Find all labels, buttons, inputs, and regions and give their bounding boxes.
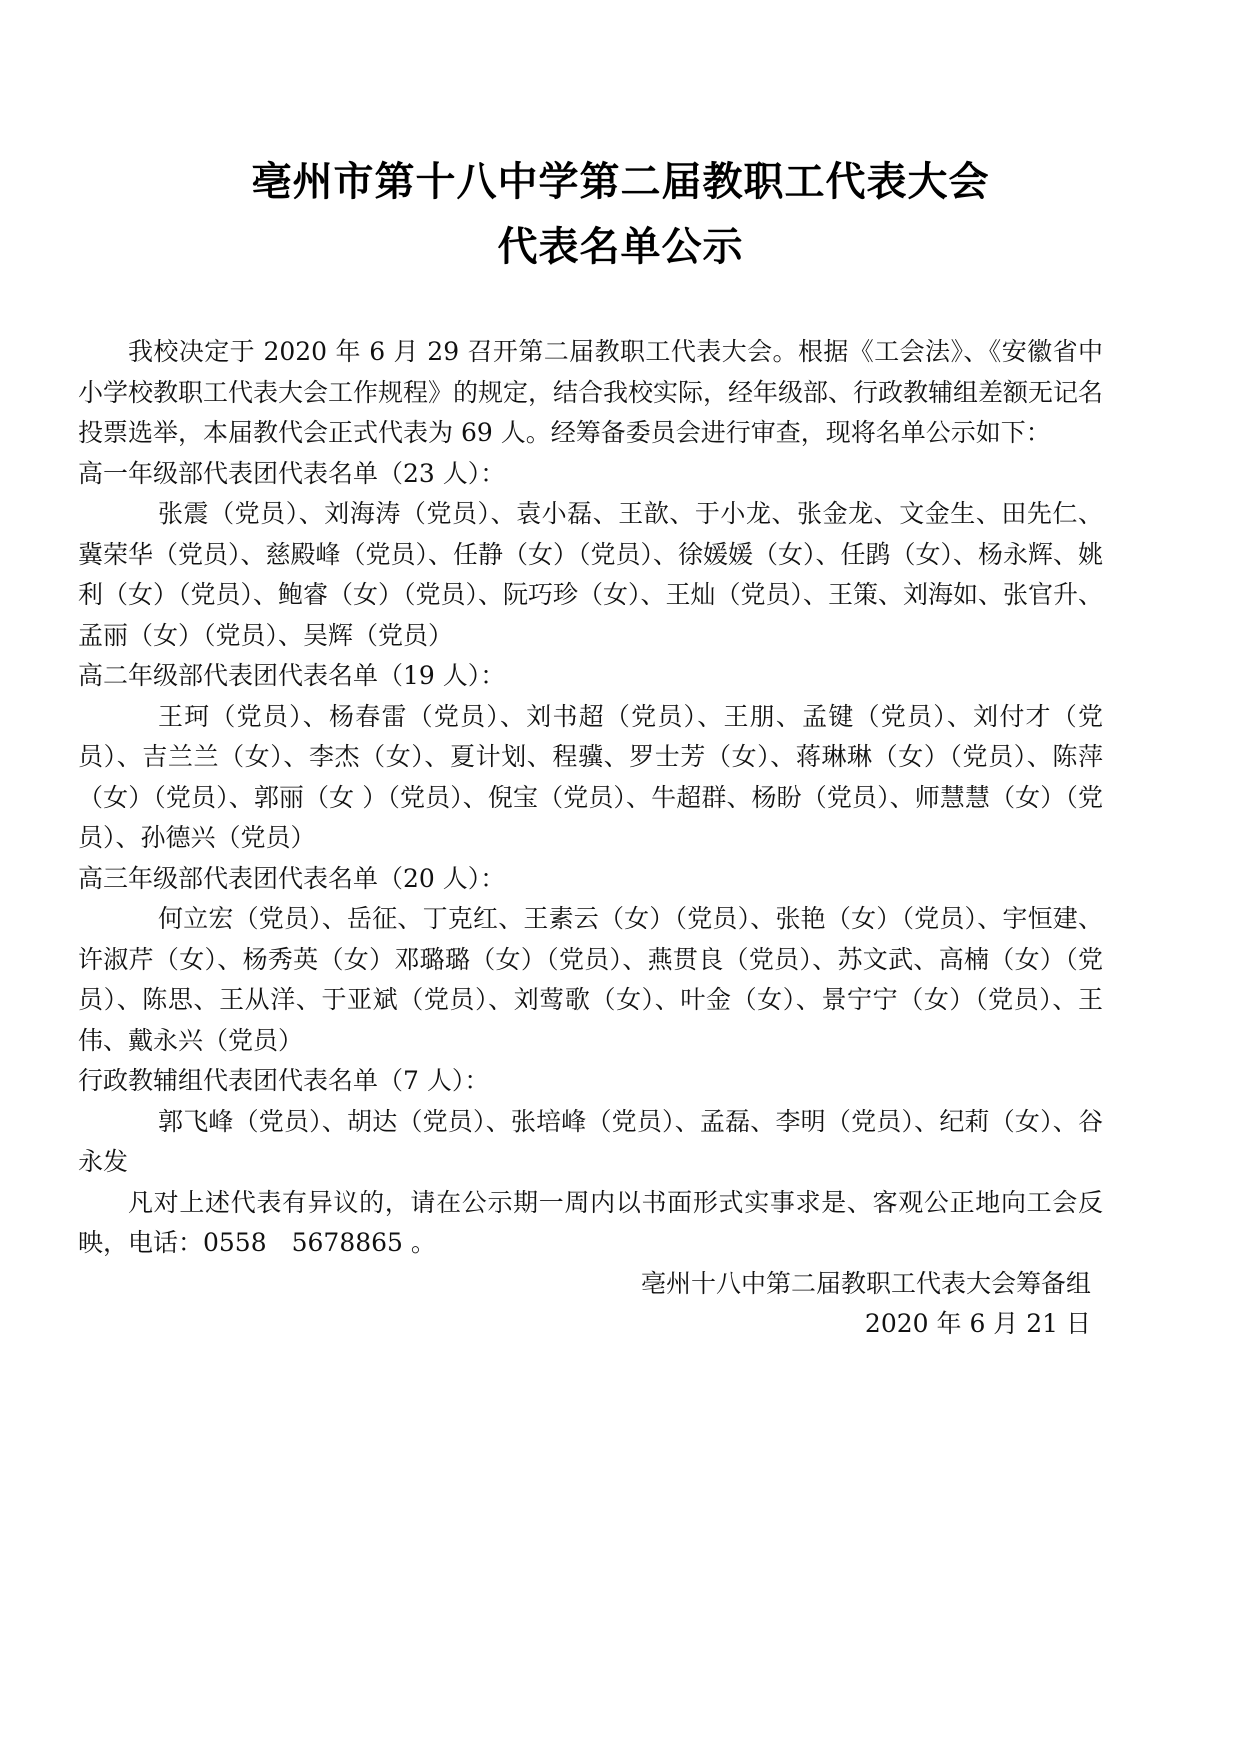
group-heading-grade3: 高三年级部代表团代表名单（20 人）： [78,863,506,893]
document-subtitle: 代表名单公示 [497,224,744,270]
group-heading-grade2: 高二年级部代表团代表名单（19 人）： [78,661,506,690]
group-heading-admin: 行政教辅组代表团代表名单（7 人）： [78,1066,490,1095]
signature-org: 亳州十八中第二届教职工代表大会筹备组 [640,1268,1091,1298]
closing-paragraph: 凡对上述代表有异议的，请在公示期一周内以书面形式实事求是、客观公正地向工会反映，电话：0558 5678865 。 [78,1187,1103,1257]
document-title: 亳州市第十八中学第二届教职工代表大会 [251,159,990,205]
document-body [78,332,1103,1345]
group-names-grade1: 张震（党员）、刘海涛（党员）、袁小磊、王歆、于小龙、张金龙、文金生、田先仁、 冀荣华（党员）、慈殿峰（党员）、任静（女）（党员）、徐媛媛（女）、任鹍（女）、杨永辉、姚利（女）（党员）、鲍睿（女）（党员）、阮巧珍（女）、王灿（党员）、王策、刘海如、张官升、孟丽（女）（党员）、吴辉（党员） [78,499,1104,650]
group-names-grade3: 何立宏（党员）、岳征、丁克红、王素云（女）（党员）、张艳（女）（党员）、宇恒建、许淑芹（女）、杨秀英（女）邓璐璐（女）（党员）、燕贯良（党员）、苏文武、高楠（女）（党员）、陈思、王从洋、于亚斌（党员）、刘莺歌（女）、叶金（女）、景宁宁（女）（党员）、王伟、戴永兴（党员） [78,904,1103,1055]
group-names-admin: 郭飞峰（党员）、胡达（党员）、张培峰（党员）、孟磊、李明（党员）、纪莉（女）、谷永发 [78,1106,1103,1176]
group-names-grade2: 王珂（党员）、杨春雷（党员）、刘书超（党员）、王朋、孟键（党员）、刘付才（党员）、吉兰兰（女）、李杰（女）、夏计划、程骥、罗士芳（女）、蒋琳琳（女）（党员）、陈萍（女）（党员）、郭丽（女 ）（党员）、倪宝（党员）、牛超群、杨盼（党员）、师慧慧（女）（党员）、孙德兴（党员） [78,701,1103,852]
intro-paragraph: 我校决定于 2020 年 6 月 29 召开第二届教职工代表大会。根据《工会法》、《安徽省中小学校教职工代表大会工作规程》的规定，结合我校实际，经年级部、行政教辅组差额无记名投票选举，本届教代会正式代表为 69 人。经筹备委员会进行审查，现将名单公示如下： [78,337,1104,447]
signature-date: 2020 年 6 月 21 日 [864,1309,1091,1338]
group-heading-grade1: 高一年级部代表团代表名单（23 人）： [78,458,506,488]
